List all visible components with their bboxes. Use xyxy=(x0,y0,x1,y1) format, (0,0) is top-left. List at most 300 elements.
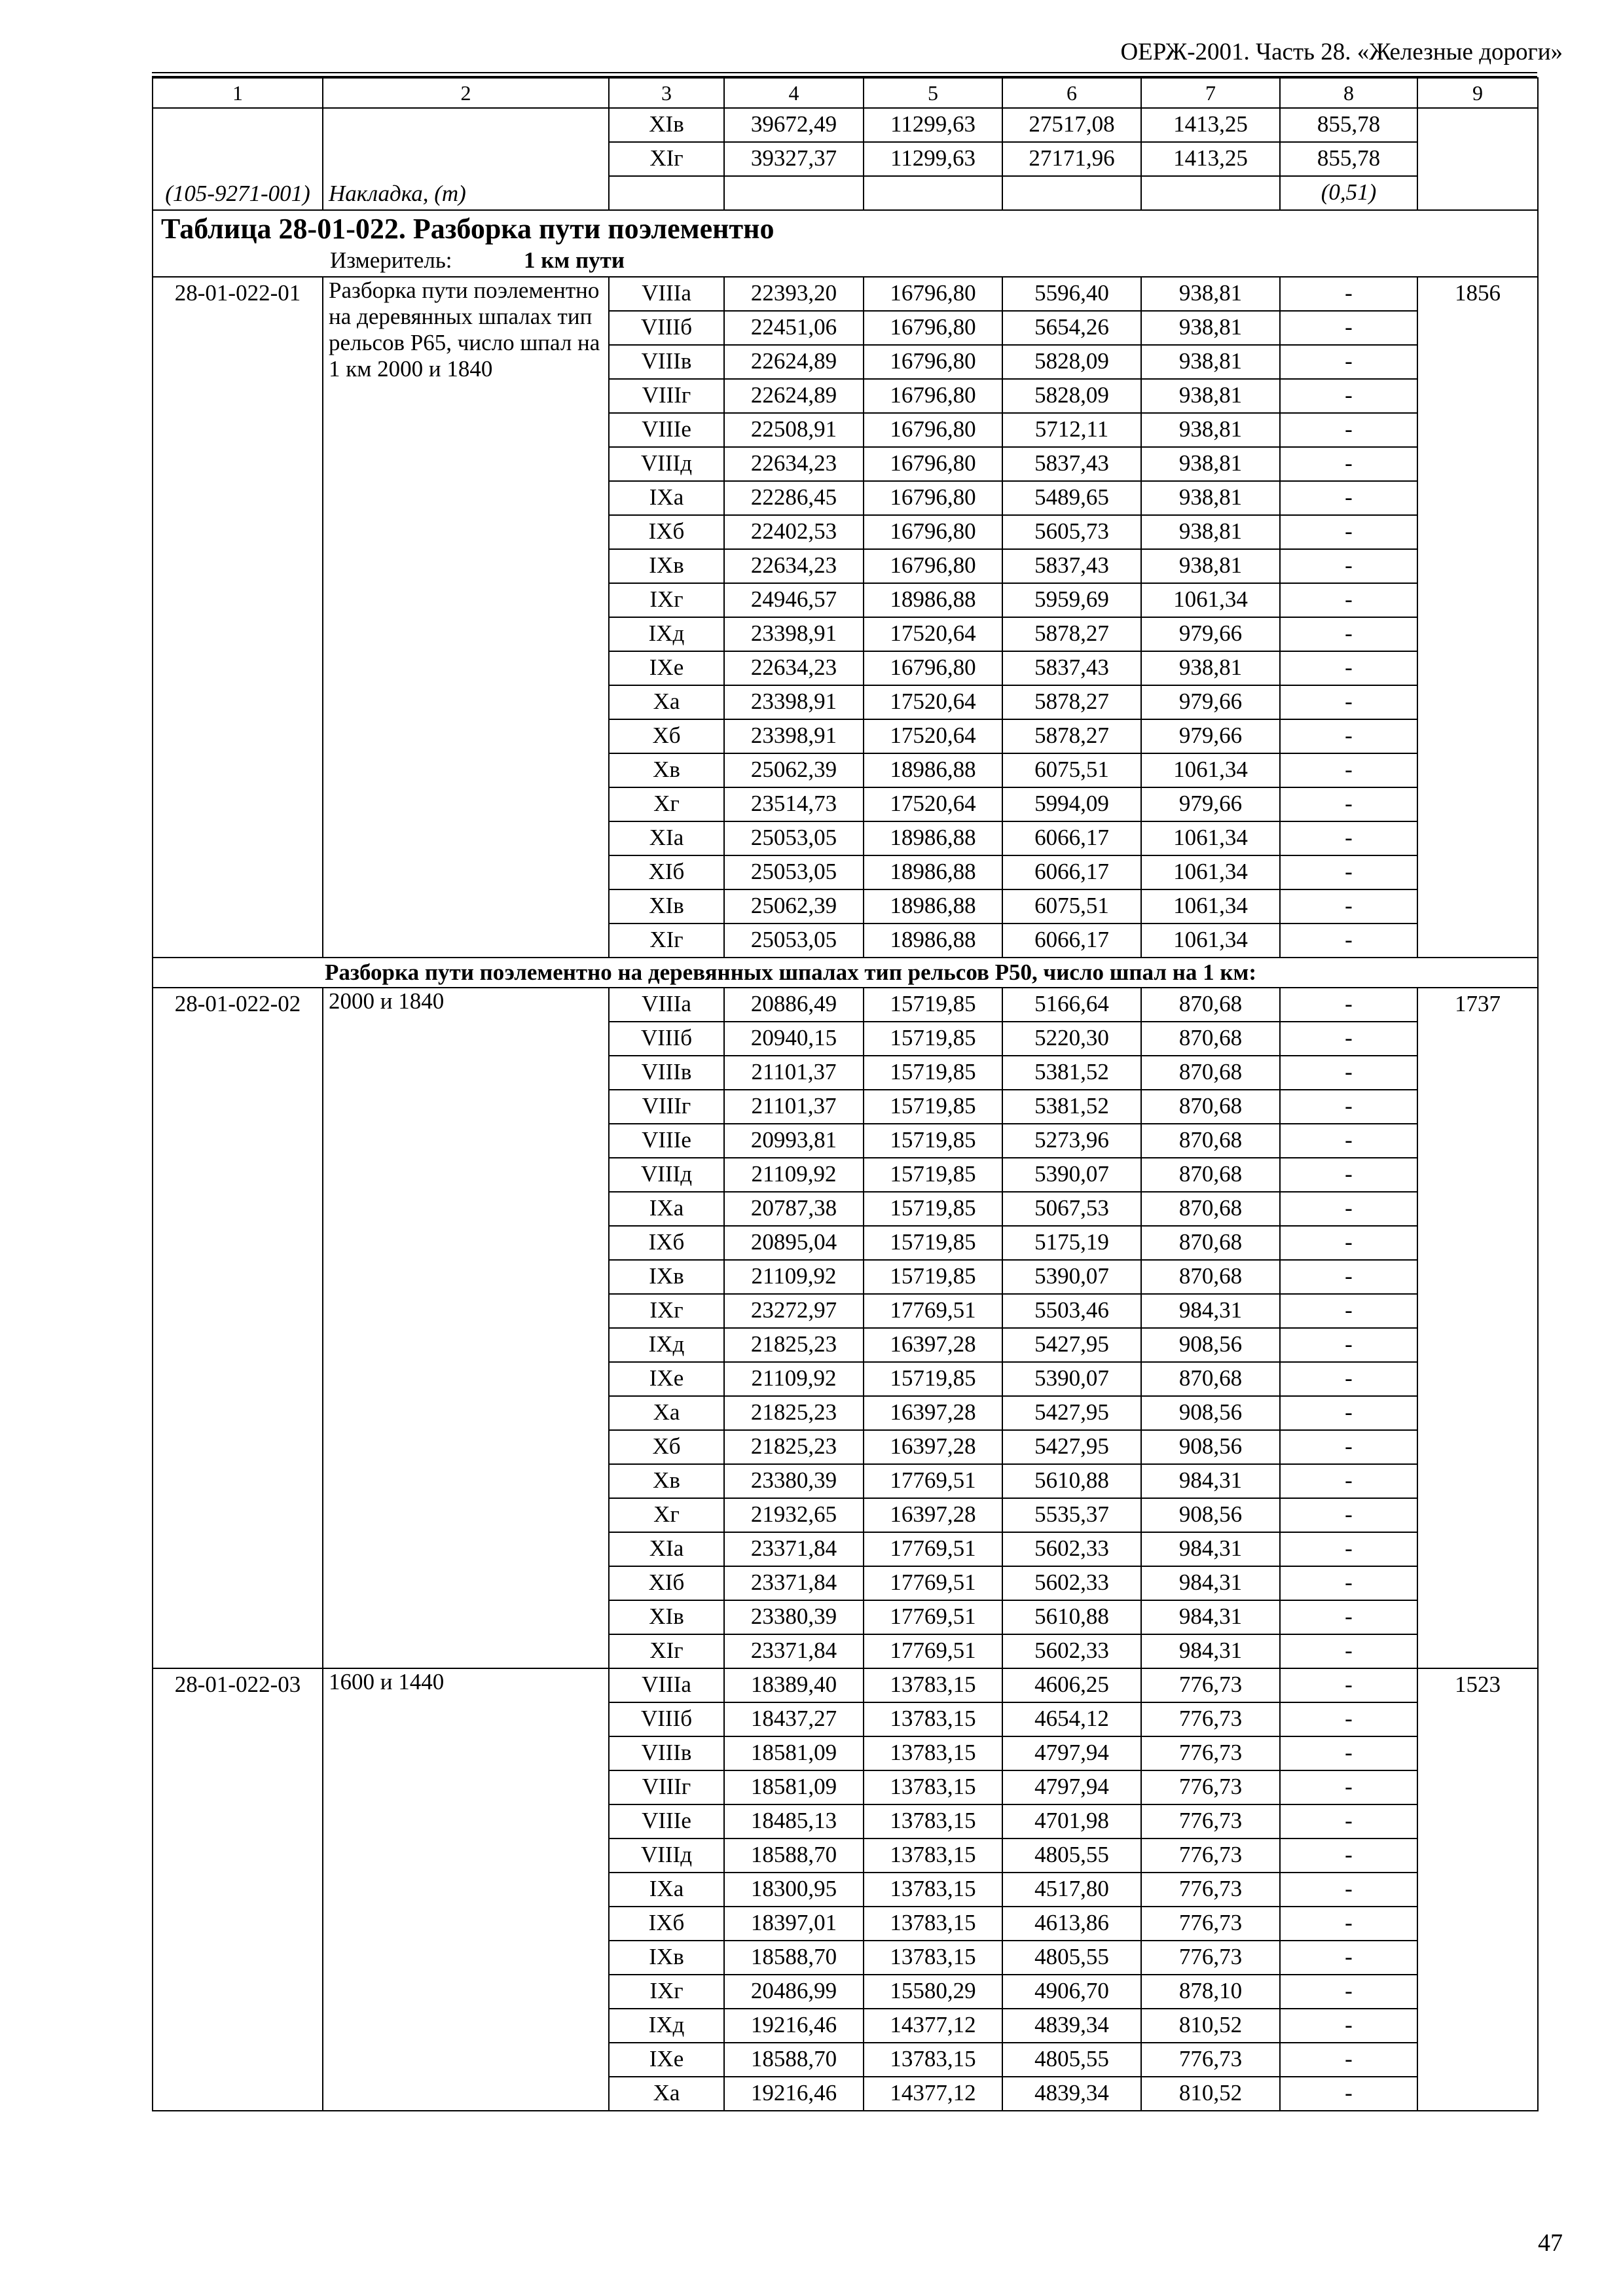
dash-cell: - xyxy=(1280,855,1417,889)
table-title: Таблица 28-01-022. Разборка пути поэлементно xyxy=(161,213,775,245)
value-cell: 5837,43 xyxy=(1002,447,1141,481)
value-cell: 5381,52 xyxy=(1002,1056,1141,1090)
value-cell: 22286,45 xyxy=(724,481,864,515)
value-cell: 5602,33 xyxy=(1002,1532,1141,1566)
col9-value: 1523 xyxy=(1417,1668,1538,2111)
dash-cell: - xyxy=(1280,1158,1417,1192)
index-cell: IXе xyxy=(609,1362,724,1396)
value-cell: 15719,85 xyxy=(864,1056,1002,1090)
dash-cell: - xyxy=(1280,1804,1417,1839)
value-cell: 855,78 xyxy=(1280,142,1417,176)
dash-cell: - xyxy=(1280,583,1417,617)
table-row xyxy=(153,988,1538,1022)
value-cell: 5427,95 xyxy=(1002,1396,1141,1430)
index-cell: IXв xyxy=(609,1941,724,1975)
index-cell: VIIIг xyxy=(609,379,724,413)
value-cell: 22508,91 xyxy=(724,413,864,447)
dash-cell: - xyxy=(1280,1634,1417,1668)
value-cell: 18986,88 xyxy=(864,855,1002,889)
value-cell: 776,73 xyxy=(1141,1907,1280,1941)
value-cell: 5994,09 xyxy=(1002,787,1141,821)
value-cell: 27517,08 xyxy=(1002,108,1141,142)
value-cell: 776,73 xyxy=(1141,1804,1280,1839)
dash-cell: - xyxy=(1280,549,1417,583)
rate-code: 28-01-022-03 xyxy=(153,1668,323,2111)
value-cell: 17769,51 xyxy=(864,1634,1002,1668)
value-cell: 878,10 xyxy=(1141,1975,1280,2009)
value-cell: 984,31 xyxy=(1141,1532,1280,1566)
column-number: 4 xyxy=(724,78,864,108)
value-cell: 23380,39 xyxy=(724,1600,864,1634)
value-cell: 18300,95 xyxy=(724,1873,864,1907)
index-cell: IXд xyxy=(609,2009,724,2043)
value-cell: 17520,64 xyxy=(864,685,1002,719)
value-cell: 18397,01 xyxy=(724,1907,864,1941)
value-cell: 25053,05 xyxy=(724,821,864,855)
value-cell: 870,68 xyxy=(1141,1124,1280,1158)
value-cell: 5828,09 xyxy=(1002,345,1141,379)
dash-cell: - xyxy=(1280,1839,1417,1873)
value-cell: 6066,17 xyxy=(1002,924,1141,958)
value-cell: 21109,92 xyxy=(724,1362,864,1396)
value-cell: 25053,05 xyxy=(724,855,864,889)
value-cell: 15719,85 xyxy=(864,1192,1002,1226)
value-cell: 6075,51 xyxy=(1002,753,1141,787)
index-cell: Xа xyxy=(609,685,724,719)
value-cell: 13783,15 xyxy=(864,1770,1002,1804)
value-cell: 15719,85 xyxy=(864,1022,1002,1056)
value-cell: 870,68 xyxy=(1141,1192,1280,1226)
value-cell: 938,81 xyxy=(1141,277,1280,311)
value-cell: 5602,33 xyxy=(1002,1566,1141,1600)
value-cell: 984,31 xyxy=(1141,1464,1280,1498)
value-cell: 18588,70 xyxy=(724,2043,864,2077)
index-cell: VIIIа xyxy=(609,277,724,311)
table-row xyxy=(153,277,1538,311)
value-cell: 17769,51 xyxy=(864,1294,1002,1328)
value-cell: 5878,27 xyxy=(1002,685,1141,719)
value-cell: 16397,28 xyxy=(864,1498,1002,1532)
dash-cell: - xyxy=(1280,1022,1417,1056)
index-cell: VIIIе xyxy=(609,1124,724,1158)
value-cell: 5381,52 xyxy=(1002,1090,1141,1124)
column-number: 2 xyxy=(323,78,609,108)
header-rule xyxy=(152,72,1537,73)
dash-cell: - xyxy=(1280,1226,1417,1260)
value-cell: 23380,39 xyxy=(724,1464,864,1498)
index-cell: IXв xyxy=(609,549,724,583)
value-cell: 17769,51 xyxy=(864,1464,1002,1498)
value-cell: 5273,96 xyxy=(1002,1124,1141,1158)
value-cell: 16796,80 xyxy=(864,345,1002,379)
value-cell: 5605,73 xyxy=(1002,515,1141,549)
dash-cell: - xyxy=(1280,379,1417,413)
value-cell: 938,81 xyxy=(1141,379,1280,413)
value-cell: 18588,70 xyxy=(724,1839,864,1873)
value-cell: 1061,34 xyxy=(1141,583,1280,617)
value-cell: 776,73 xyxy=(1141,1941,1280,1975)
value-cell: 13783,15 xyxy=(864,1702,1002,1736)
value-cell: 17520,64 xyxy=(864,617,1002,651)
index-cell: Xг xyxy=(609,787,724,821)
rate-description: Разборка пути поэлементно на деревянных шпалах тип рельсов Р65, число шпал на 1 км 2000 и 1840 xyxy=(323,277,609,958)
value-cell: 776,73 xyxy=(1141,1668,1280,1702)
value-cell: 938,81 xyxy=(1141,311,1280,345)
column-number-row xyxy=(153,78,1538,108)
index-cell: IXа xyxy=(609,1873,724,1907)
column-number: 5 xyxy=(864,78,1002,108)
dash-cell: - xyxy=(1280,1702,1417,1736)
index-cell: VIIIа xyxy=(609,1668,724,1702)
value-cell: 18986,88 xyxy=(864,583,1002,617)
value-cell: 938,81 xyxy=(1141,413,1280,447)
dash-cell: - xyxy=(1280,1975,1417,2009)
dash-cell: - xyxy=(1280,821,1417,855)
column-number: 8 xyxy=(1280,78,1417,108)
dash-cell: - xyxy=(1280,889,1417,924)
value-cell: 22634,23 xyxy=(724,447,864,481)
value-cell: 16796,80 xyxy=(864,549,1002,583)
value-cell: 17769,51 xyxy=(864,1566,1002,1600)
value-cell: 908,56 xyxy=(1141,1430,1280,1464)
dash-cell: - xyxy=(1280,1090,1417,1124)
index-cell: IXа xyxy=(609,1192,724,1226)
value-cell: 17769,51 xyxy=(864,1532,1002,1566)
value-cell: 5654,26 xyxy=(1002,311,1141,345)
index-cell: XIг xyxy=(609,924,724,958)
col9-cell xyxy=(1417,108,1538,210)
value-cell: 938,81 xyxy=(1141,481,1280,515)
rate-description: 1600 и 1440 xyxy=(323,1668,609,2111)
value-cell: 13783,15 xyxy=(864,1941,1002,1975)
value-cell: 18389,40 xyxy=(724,1668,864,1702)
rate-code: 28-01-022-01 xyxy=(153,277,323,958)
index-cell: XIв xyxy=(609,1600,724,1634)
index-cell: IXд xyxy=(609,617,724,651)
column-number: 6 xyxy=(1002,78,1141,108)
continuation-code-cell xyxy=(153,108,323,210)
value-cell: 870,68 xyxy=(1141,1022,1280,1056)
value-cell: 5427,95 xyxy=(1002,1328,1141,1362)
measure-unit: 1 км пути xyxy=(524,247,625,273)
value-cell: 5610,88 xyxy=(1002,1464,1141,1498)
dash-cell: - xyxy=(1280,1192,1417,1226)
dash-cell: - xyxy=(1280,719,1417,753)
dash-cell: - xyxy=(1280,617,1417,651)
value-cell: 776,73 xyxy=(1141,1839,1280,1873)
value-cell: 1061,34 xyxy=(1141,889,1280,924)
value-cell: 4805,55 xyxy=(1002,1839,1141,1873)
index-cell: VIIIд xyxy=(609,1158,724,1192)
value-cell: 4517,80 xyxy=(1002,1873,1141,1907)
value-cell: 979,66 xyxy=(1141,787,1280,821)
dash-cell: - xyxy=(1280,1770,1417,1804)
value-cell: 16796,80 xyxy=(864,651,1002,685)
index-cell: IXа xyxy=(609,481,724,515)
empty-cell xyxy=(724,176,864,210)
value-cell: 22624,89 xyxy=(724,345,864,379)
value-cell: 21109,92 xyxy=(724,1158,864,1192)
value-cell: 20787,38 xyxy=(724,1192,864,1226)
index-cell: XIа xyxy=(609,821,724,855)
index-cell: VIIIб xyxy=(609,311,724,345)
value-cell: 20886,49 xyxy=(724,988,864,1022)
value-cell: 16796,80 xyxy=(864,481,1002,515)
value-cell: 16796,80 xyxy=(864,447,1002,481)
value-cell: 27171,96 xyxy=(1002,142,1141,176)
value-cell: 5610,88 xyxy=(1002,1600,1141,1634)
value-cell: 4839,34 xyxy=(1002,2077,1141,2111)
value-cell: 5837,43 xyxy=(1002,651,1141,685)
value-cell: 22402,53 xyxy=(724,515,864,549)
index-cell: Xв xyxy=(609,753,724,787)
value-cell: 39672,49 xyxy=(724,108,864,142)
value-cell: 15719,85 xyxy=(864,1260,1002,1294)
value-cell: 810,52 xyxy=(1141,2077,1280,2111)
index-cell: VIIIа xyxy=(609,988,724,1022)
index-cell: VIIIг xyxy=(609,1090,724,1124)
value-cell: 4805,55 xyxy=(1002,2043,1141,2077)
value-cell: 938,81 xyxy=(1141,515,1280,549)
value-cell: 908,56 xyxy=(1141,1498,1280,1532)
running-header: ОЕРЖ-2001. Часть 28. «Железные дороги» xyxy=(1120,39,1563,65)
col9-value: 1737 xyxy=(1417,988,1538,1668)
dash-cell: - xyxy=(1280,345,1417,379)
index-cell: IXб xyxy=(609,1226,724,1260)
value-cell: 18485,13 xyxy=(724,1804,864,1839)
value-cell: 776,73 xyxy=(1141,2043,1280,2077)
index-cell: XIб xyxy=(609,855,724,889)
value-cell: 1413,25 xyxy=(1141,108,1280,142)
value-cell: 938,81 xyxy=(1141,651,1280,685)
value-cell: 5878,27 xyxy=(1002,719,1141,753)
column-number: 7 xyxy=(1141,78,1280,108)
value-cell: 25062,39 xyxy=(724,889,864,924)
value-cell: 5067,53 xyxy=(1002,1192,1141,1226)
value-cell: 776,73 xyxy=(1141,1702,1280,1736)
value-cell: 18588,70 xyxy=(724,1941,864,1975)
value-cell: 18986,88 xyxy=(864,821,1002,855)
column-number: 9 xyxy=(1417,78,1538,108)
value-cell: 979,66 xyxy=(1141,617,1280,651)
value-cell: 870,68 xyxy=(1141,1260,1280,1294)
dash-cell: - xyxy=(1280,277,1417,311)
dash-cell: - xyxy=(1280,1736,1417,1770)
value-cell: 5535,37 xyxy=(1002,1498,1141,1532)
value-cell: 870,68 xyxy=(1141,1226,1280,1260)
value-cell: 13783,15 xyxy=(864,1907,1002,1941)
value-cell: 13783,15 xyxy=(864,1873,1002,1907)
value-cell: 15719,85 xyxy=(864,1158,1002,1192)
value-cell: 5602,33 xyxy=(1002,1634,1141,1668)
page-number: 47 xyxy=(1538,2229,1563,2257)
value-cell: 5166,64 xyxy=(1002,988,1141,1022)
value-cell: 870,68 xyxy=(1141,1090,1280,1124)
table-row xyxy=(153,108,1538,142)
value-cell: 5959,69 xyxy=(1002,583,1141,617)
value-cell: 5175,19 xyxy=(1002,1226,1141,1260)
dash-cell: - xyxy=(1280,1532,1417,1566)
empty-cell xyxy=(864,176,1002,210)
index-cell: IXв xyxy=(609,1260,724,1294)
value-cell: 5503,46 xyxy=(1002,1294,1141,1328)
value-cell: 11299,63 xyxy=(864,108,1002,142)
index-cell: VIIIв xyxy=(609,1056,724,1090)
value-cell: 20486,99 xyxy=(724,1975,864,2009)
value-cell: 21101,37 xyxy=(724,1056,864,1090)
value-cell: 4839,34 xyxy=(1002,2009,1141,2043)
value-cell: 25053,05 xyxy=(724,924,864,958)
dash-cell: - xyxy=(1280,1668,1417,1702)
value-cell: 17769,51 xyxy=(864,1600,1002,1634)
dash-cell: - xyxy=(1280,685,1417,719)
value-cell: 18986,88 xyxy=(864,753,1002,787)
value-cell: 16397,28 xyxy=(864,1430,1002,1464)
value-cell: 23371,84 xyxy=(724,1634,864,1668)
value-cell: 15580,29 xyxy=(864,1975,1002,2009)
dash-cell: - xyxy=(1280,2043,1417,2077)
value-cell: 13783,15 xyxy=(864,1736,1002,1770)
value-cell: 5220,30 xyxy=(1002,1022,1141,1056)
section-title: Разборка пути поэлементно на деревянных шпалах тип рельсов Р50, число шпал на 1 км: xyxy=(153,958,1538,988)
value-cell: 5390,07 xyxy=(1002,1158,1141,1192)
value-cell: 979,66 xyxy=(1141,685,1280,719)
dash-cell: - xyxy=(1280,2009,1417,2043)
value-cell: 22393,20 xyxy=(724,277,864,311)
value-cell: 6075,51 xyxy=(1002,889,1141,924)
value-cell: 15719,85 xyxy=(864,1090,1002,1124)
value-cell: 4701,98 xyxy=(1002,1804,1141,1839)
value-cell: 4805,55 xyxy=(1002,1941,1141,1975)
index-cell: XIг xyxy=(609,1634,724,1668)
dash-cell: - xyxy=(1280,1328,1417,1362)
index-cell: IXб xyxy=(609,1907,724,1941)
value-cell: 4606,25 xyxy=(1002,1668,1141,1702)
value-cell: 21825,23 xyxy=(724,1430,864,1464)
continuation-code: (105-9271-001) xyxy=(165,181,310,206)
value-cell: 5489,65 xyxy=(1002,481,1141,515)
value-cell: 24946,57 xyxy=(724,583,864,617)
value-cell: 16796,80 xyxy=(864,413,1002,447)
value-cell: 870,68 xyxy=(1141,1362,1280,1396)
dash-cell: - xyxy=(1280,988,1417,1022)
dash-cell: - xyxy=(1280,481,1417,515)
value-cell: 18581,09 xyxy=(724,1736,864,1770)
value-cell: 16397,28 xyxy=(864,1328,1002,1362)
index-cell: Xа xyxy=(609,2077,724,2111)
value-cell: 1061,34 xyxy=(1141,821,1280,855)
dash-cell: - xyxy=(1280,1600,1417,1634)
rate-code: 28-01-022-02 xyxy=(153,988,323,1668)
index-cell: XIг xyxy=(609,142,724,176)
index-cell: IXб xyxy=(609,515,724,549)
index-cell: IXг xyxy=(609,583,724,617)
dash-cell: - xyxy=(1280,1907,1417,1941)
value-cell: 984,31 xyxy=(1141,1600,1280,1634)
value-cell: 1061,34 xyxy=(1141,753,1280,787)
dash-cell: - xyxy=(1280,413,1417,447)
value-cell: 5878,27 xyxy=(1002,617,1141,651)
dash-cell: - xyxy=(1280,515,1417,549)
dash-cell: - xyxy=(1280,2077,1417,2111)
empty-cell xyxy=(1141,176,1280,210)
value-cell: 13783,15 xyxy=(864,1804,1002,1839)
dash-cell: - xyxy=(1280,1566,1417,1600)
value-cell: 20895,04 xyxy=(724,1226,864,1260)
index-cell: VIIIе xyxy=(609,1804,724,1839)
dash-cell: - xyxy=(1280,651,1417,685)
table-title-cell xyxy=(153,210,1538,277)
value-cell: 979,66 xyxy=(1141,719,1280,753)
empty-cell xyxy=(1002,176,1141,210)
value-cell: 18581,09 xyxy=(724,1770,864,1804)
dash-cell: - xyxy=(1280,1498,1417,1532)
dash-cell: - xyxy=(1280,1873,1417,1907)
value-cell: 6066,17 xyxy=(1002,821,1141,855)
value-cell: 938,81 xyxy=(1141,549,1280,583)
dash-cell: - xyxy=(1280,1464,1417,1498)
value-cell: 21825,23 xyxy=(724,1396,864,1430)
dash-cell: - xyxy=(1280,753,1417,787)
dash-cell: - xyxy=(1280,1396,1417,1430)
value-cell: 16796,80 xyxy=(864,379,1002,413)
section-title-row xyxy=(153,958,1538,988)
table-title-row xyxy=(153,210,1538,277)
value-cell: 4613,86 xyxy=(1002,1907,1141,1941)
index-cell: VIIIе xyxy=(609,413,724,447)
value-cell: 18986,88 xyxy=(864,889,1002,924)
value-cell: 22451,06 xyxy=(724,311,864,345)
dash-cell: - xyxy=(1280,1362,1417,1396)
value-cell: 938,81 xyxy=(1141,447,1280,481)
index-cell: VIIIд xyxy=(609,1839,724,1873)
value-cell: 18437,27 xyxy=(724,1702,864,1736)
index-cell: IXе xyxy=(609,651,724,685)
value-cell: 23272,97 xyxy=(724,1294,864,1328)
value-cell: 22624,89 xyxy=(724,379,864,413)
dash-cell: - xyxy=(1280,1124,1417,1158)
value-cell: 984,31 xyxy=(1141,1634,1280,1668)
continuation-description-cell xyxy=(323,108,609,210)
column-number: 1 xyxy=(153,78,323,108)
value-cell: 5837,43 xyxy=(1002,549,1141,583)
value-cell: 21932,65 xyxy=(724,1498,864,1532)
index-cell: Xг xyxy=(609,1498,724,1532)
value-cell: 870,68 xyxy=(1141,1158,1280,1192)
index-cell: IXе xyxy=(609,2043,724,2077)
index-cell: VIIIв xyxy=(609,1736,724,1770)
measure-label: Измеритель: xyxy=(330,247,452,273)
value-cell: 6066,17 xyxy=(1002,855,1141,889)
value-cell: 870,68 xyxy=(1141,1056,1280,1090)
value-cell: 5390,07 xyxy=(1002,1260,1141,1294)
index-cell: Xа xyxy=(609,1396,724,1430)
index-cell: XIб xyxy=(609,1566,724,1600)
index-cell: Xв xyxy=(609,1464,724,1498)
dash-cell: - xyxy=(1280,1430,1417,1464)
index-cell: IXг xyxy=(609,1975,724,2009)
value-cell: 39327,37 xyxy=(724,142,864,176)
value-cell: 984,31 xyxy=(1141,1566,1280,1600)
value-cell: 984,31 xyxy=(1141,1294,1280,1328)
continuation-description: Накладка, (т) xyxy=(329,181,466,206)
value-cell: 13783,15 xyxy=(864,1839,1002,1873)
value-cell: 21101,37 xyxy=(724,1090,864,1124)
value-cell: 15719,85 xyxy=(864,1226,1002,1260)
value-cell: 22634,23 xyxy=(724,549,864,583)
value-cell: 5712,11 xyxy=(1002,413,1141,447)
rates-table xyxy=(152,77,1539,2111)
